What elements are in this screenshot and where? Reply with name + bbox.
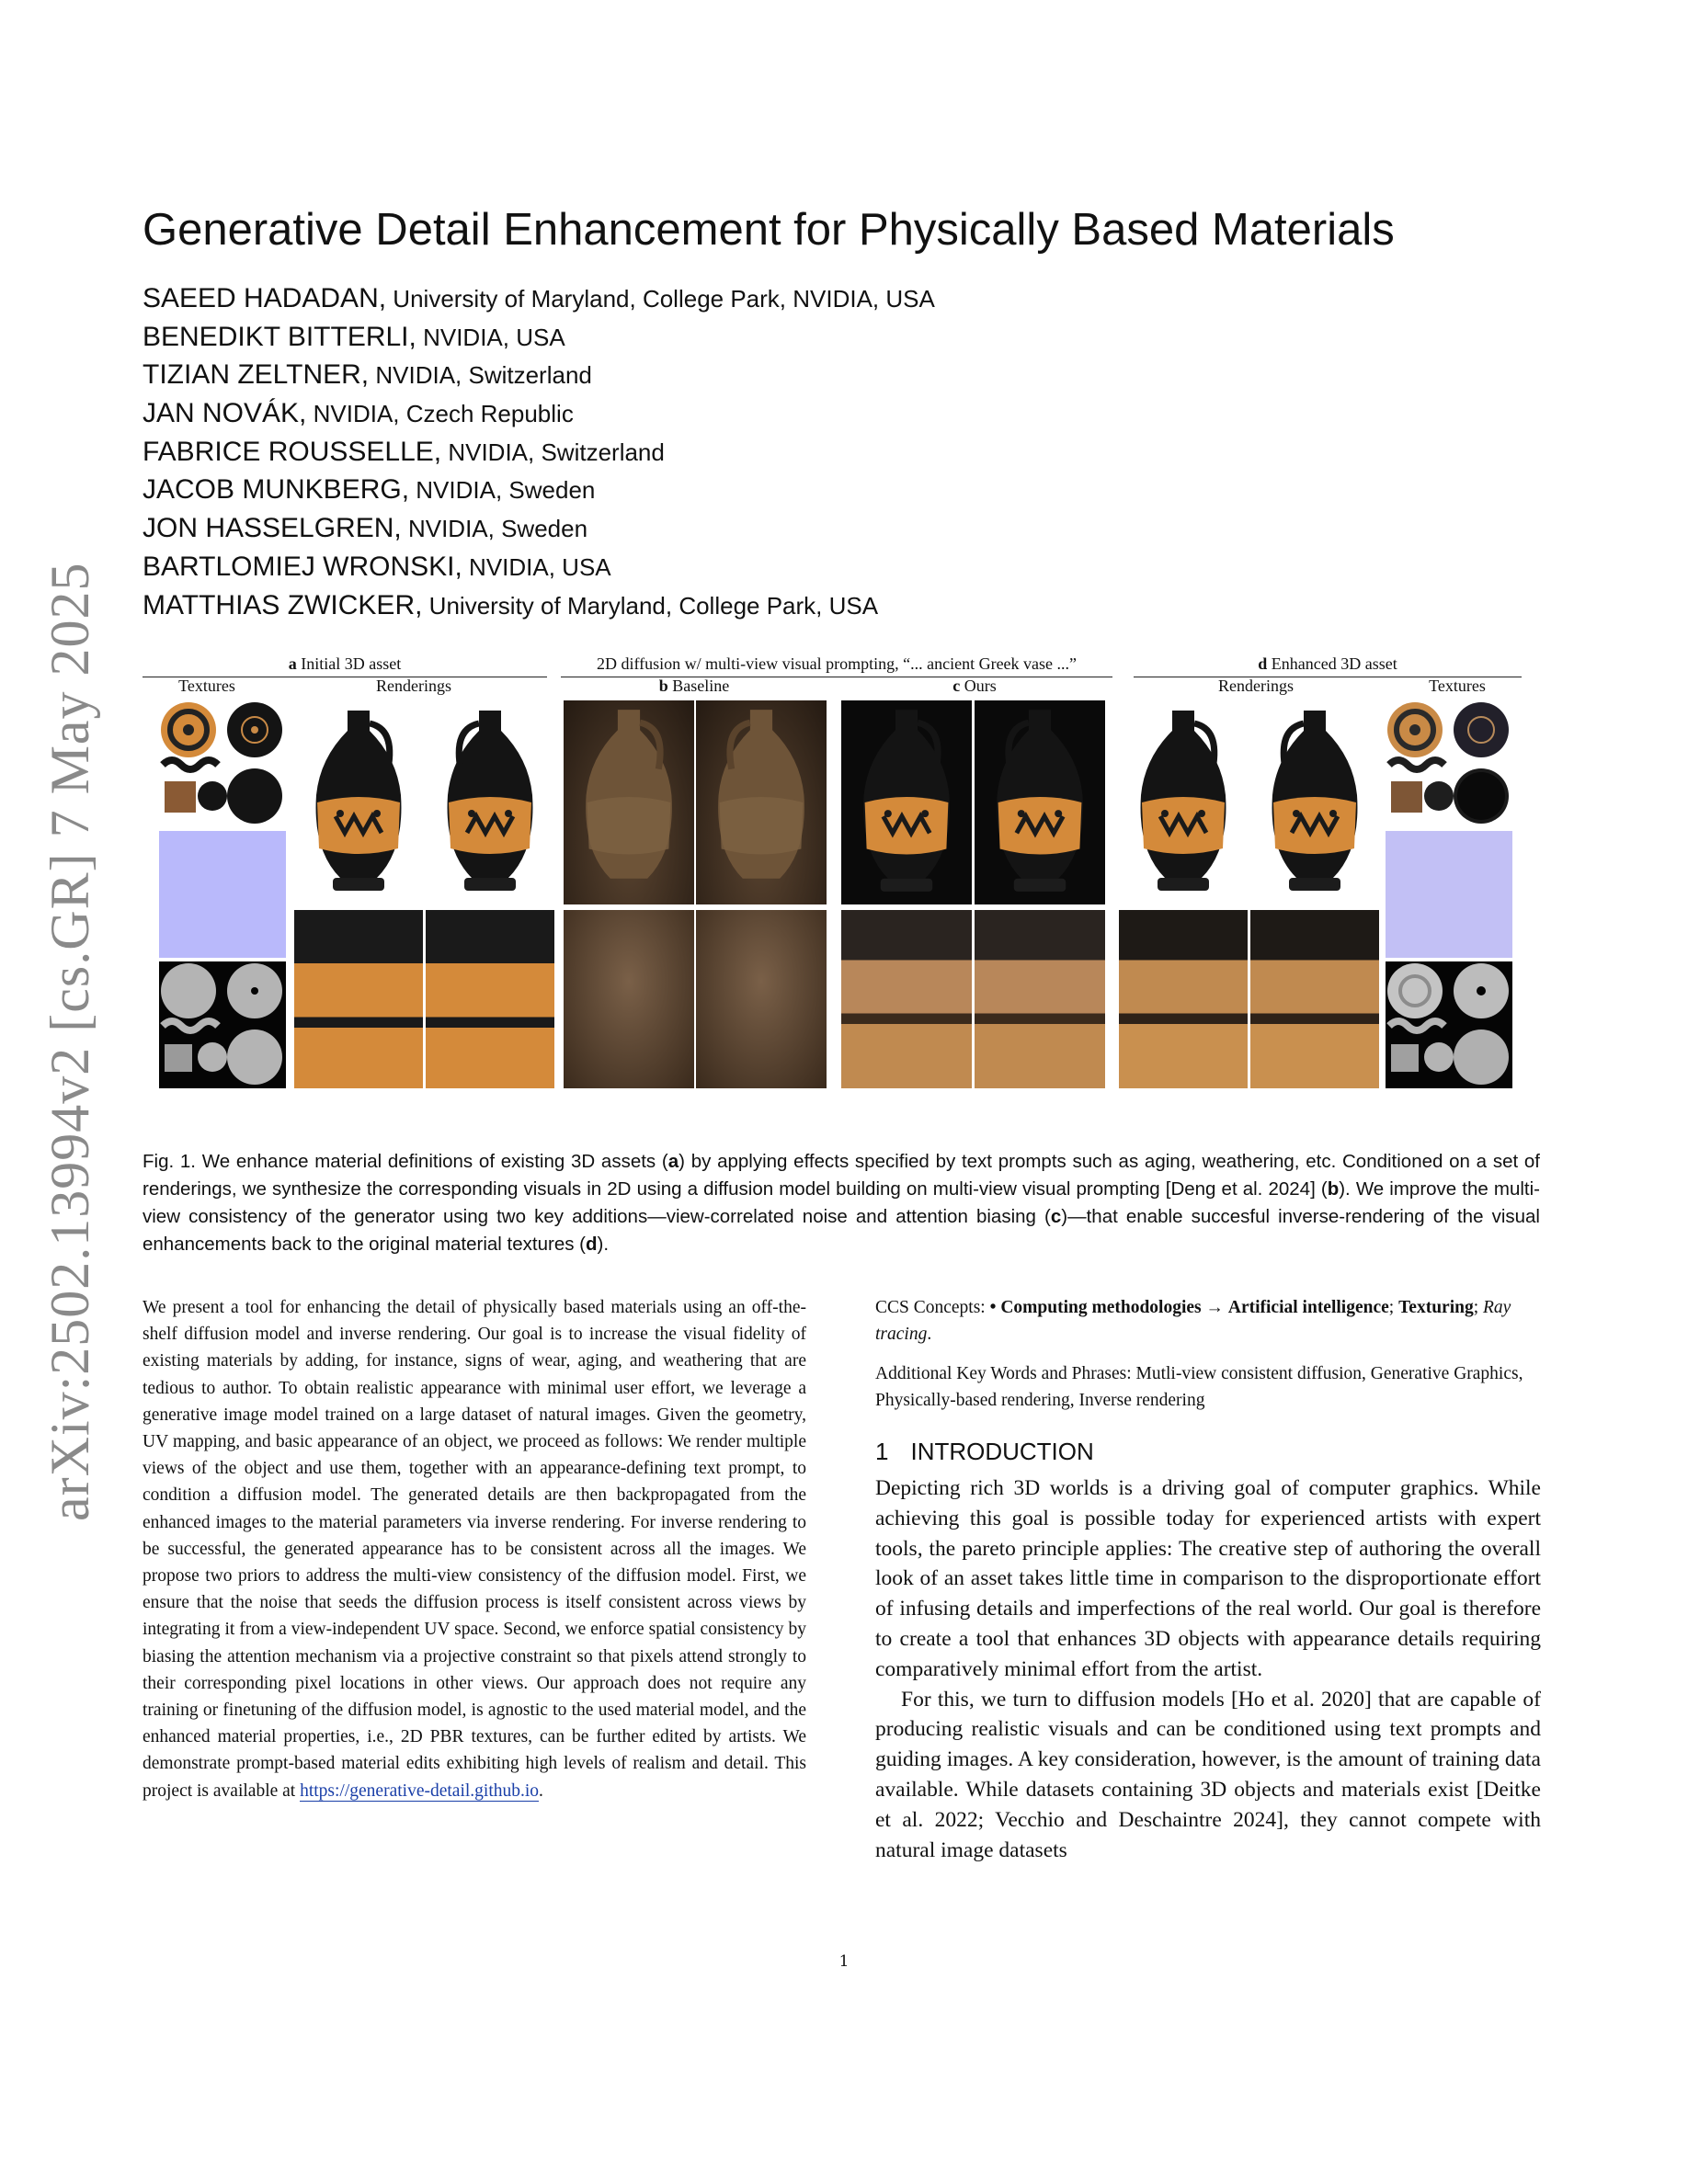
teaser-figure — [143, 654, 1522, 1096]
label-initial-asset: a Initial 3D asset — [288, 654, 402, 673]
paper-title: Generative Detail Enhancement for Physically Based Materials — [143, 205, 1395, 255]
intro-paragraph: Depicting rich 3D worlds is a driving goal of computer graphics. While achieving this goal is possible today for experienced artists with expert tools, the pareto principle applies: The creative step of authoring the overall look of an asset takes little time in comparison to the disproportionate effort of infusing details and imperfections of the real world. Our goal is therefore to create a tool that enhances 3D objects with appearance details requiring comparatively minimal effort from the artist. — [875, 1476, 1541, 1681]
author-entry — [143, 322, 935, 360]
author-entry — [143, 359, 935, 398]
render-initial-view-1 — [294, 700, 423, 904]
author-affiliation: NVIDIA, Switzerland — [441, 438, 665, 466]
abstract-text: We present a tool for enhancing the detail of physically based materials using an off-the-shelf diffusion model and inverse rendering. Our goal is to increase the visual fidelity of existing materials by adding, for instance, signs of wear, aging, and weathering that are tedious to author. To obtain realistic appearance with minimal user effort, we leverage a generative image model trained on a large dataset of natural images. Given the geometry, UV mapping, and basic appearance of an object, we proceed as follows: We render multiple views of the object and use them, together with an appearance-defining text prompt, to condition a diffusion model. The generated details are then backpropagated from the enhanced images to the material parameters via inverse rendering. For inverse rendering to be successful, the generated appearance has to be consistent across all the images. We propose two priors to address the multi-view consistency of the diffusion model. First, we ensure that the noise that seeds the diffusion process is itself consistent across views by integrating it from a view-independent UV space. Second, we enforce spatial consistency by biasing the attention mechanism via a projective constraint so that pixels attend strongly to their corresponding pixel locations in other views. Our approach does not require any training or finetuning of the diffusion model, is agnostic to the used material model, and the enhanced material properties, i.e., 2D PBR textures, can be further edited by artists. We demonstrate prompt-based material edits exhibiting high levels of realism and detail. This project is available at — [143, 1298, 806, 1801]
closeup-ours-view-1 — [841, 910, 972, 1088]
closeup-enhanced-view-1 — [1119, 910, 1248, 1088]
author-entry — [143, 398, 935, 437]
render-ours-view-1 — [841, 700, 972, 904]
author-entry — [143, 283, 935, 322]
closeup-enhanced-view-2 — [1250, 910, 1379, 1088]
author-entry — [143, 590, 935, 629]
render-enhanced-view-1 — [1119, 700, 1248, 904]
label-textures-right: Textures — [1429, 677, 1486, 695]
render-initial-view-2 — [426, 700, 554, 904]
author-name: BENEDIKT BITTERLI, — [143, 321, 416, 352]
author-affiliation: NVIDIA, Czech Republic — [306, 400, 574, 428]
keywords: Additional Key Words and Phrases: Mutli-view consistent diffusion, Generative Graphics, Physically-based rendering, Inverse rendering — [875, 1364, 1523, 1410]
author-affiliation: NVIDIA, Switzerland — [369, 361, 592, 390]
arxiv-identifier: arXiv:2502.13994v2 [cs.GR] 7 May 2025 — [40, 562, 100, 1521]
label-enhanced-asset: d Enhanced 3D asset — [1258, 654, 1397, 673]
author-affiliation: NVIDIA, USA — [416, 323, 565, 351]
render-enhanced-view-2 — [1250, 700, 1379, 904]
right-column — [875, 1294, 1541, 1865]
author-entry — [143, 513, 935, 552]
author-affiliation: University of Maryland, College Park, USA — [422, 591, 879, 620]
ccs-concepts: CCS Concepts: • Computing methodologies → Artificial intelligence; Texturing; Ray tracing. — [875, 1298, 1511, 1344]
figure-caption: Fig. 1. We enhance material definitions of existing 3D assets (a) by applying effects specified by text prompts such as aging, weathering, etc. Conditioned on a set of renderings, we synthesize the corresponding visuals in 2D using a diffusion model building on multi-view visual prompting [Deng et al. 2024] (b). We improve the multi-view consistency of the generator using two key additions—view-correlated noise and attention biasing (c)—that enable succesful inverse-rendering of the visual enhancements back to the original material textures (d). — [143, 1150, 1540, 1255]
render-baseline-view-2 — [696, 700, 827, 904]
author-name: SAEED HADADAN, — [143, 283, 387, 313]
texture-albedo-enhanced-tile — [1386, 700, 1512, 827]
author-entry — [143, 437, 935, 475]
label-ours: c Ours — [952, 677, 997, 695]
author-name: JON HASSELGREN, — [143, 513, 402, 544]
author-name: TIZIAN ZELTNER, — [143, 359, 370, 391]
label-renderings-right: Renderings — [1218, 677, 1294, 695]
author-affiliation: NVIDIA, Sweden — [409, 476, 596, 505]
label-baseline: b Baseline — [658, 677, 730, 695]
label-textures-left: Textures — [178, 677, 235, 695]
texture-normal-enhanced-tile — [1386, 831, 1512, 958]
render-ours-view-2 — [975, 700, 1105, 904]
label-renderings-left: Renderings — [376, 677, 451, 695]
page-number: 1 — [838, 1952, 850, 1971]
author-name: BARTLOMIEJ WRONSKI, — [143, 551, 462, 582]
intro-paragraph: For this, we turn to diffusion models [Ho et al. 2020] that are capable of producing realistic visuals and can be conditioned using text prompts and guiding images. A key consideration, however, is the amount of training data available. While datasets containing 3D objects and materials exist [Deitke et al. 2022; Vecchio and Deschaintre 2024], they cannot compete with natural image datasets — [875, 1687, 1541, 1862]
project-link[interactable]: https://generative-detail.github.io — [300, 1780, 540, 1801]
section-heading: 1 INTRODUCTION — [875, 1438, 1094, 1465]
author-entry — [143, 474, 935, 513]
author-name: MATTHIAS ZWICKER, — [143, 589, 423, 620]
author-name: JAN NOVÁK, — [143, 398, 307, 429]
closeup-initial-view-1 — [294, 910, 423, 1088]
closeup-baseline-view-1 — [564, 910, 694, 1088]
closeup-ours-view-2 — [975, 910, 1105, 1088]
closeup-initial-view-2 — [426, 910, 554, 1088]
texture-roughness-enhanced-tile — [1386, 961, 1512, 1088]
author-affiliation: NVIDIA, USA — [462, 552, 611, 581]
abstract: We present a tool for enhancing the detail of physically based materials using an off-the-shelf diffusion model and inverse rendering. Our goal is to increase the visual fidelity of existing materials by adding, for instance, signs of wear, aging, and weathering that are tedious to author. To obtain realistic appearance with minimal user effort, we leverage a generative image model trained on a large dataset of natural images. Given the geometry, UV mapping, and basic appearance of an object, we proceed as follows: We render multiple views of the object and use them, together with an appearance-defining text prompt, to condition a diffusion model. The generated details are then backpropagated from the enhanced images to the material parameters via inverse rendering. For inverse rendering to be successful, the generated appearance has to be consistent across all the images. We propose two priors to address the multi-view consistency of the diffusion model. First, we ensure that the noise that seeds the diffusion process is itself consistent across views by integrating it from a view-independent UV space. Second, we enforce spatial consistency by biasing the attention mechanism via a projective constraint so that pixels attend strongly to their corresponding pixel locations in other views. Our approach does not require any training or finetuning of the diffusion model, is agnostic to the used material model, and the enhanced material properties, i.e., 2D PBR textures, can be further edited by artists. We demonstrate prompt-based material edits exhibiting high levels of realism and detail. This project is available at https://generative-detail.github.io. — [143, 1298, 806, 1801]
closeup-baseline-view-2 — [696, 910, 827, 1088]
label-diffusion-group: 2D diffusion w/ multi-view visual prompting, “... ancient Greek vase ...” — [596, 654, 1078, 673]
texture-normal-map-tile — [159, 831, 286, 958]
texture-albedo-tile — [159, 700, 286, 827]
author-entry — [143, 552, 935, 590]
author-name: JACOB MUNKBERG, — [143, 474, 410, 506]
author-list — [143, 283, 935, 628]
author-affiliation: University of Maryland, College Park, NVIDIA, USA — [386, 285, 935, 313]
texture-roughness-tile — [159, 961, 286, 1088]
render-baseline-view-1 — [564, 700, 694, 904]
author-affiliation: NVIDIA, Sweden — [401, 515, 588, 543]
introduction-text — [875, 1473, 1541, 1865]
author-name: FABRICE ROUSSELLE, — [143, 436, 442, 467]
